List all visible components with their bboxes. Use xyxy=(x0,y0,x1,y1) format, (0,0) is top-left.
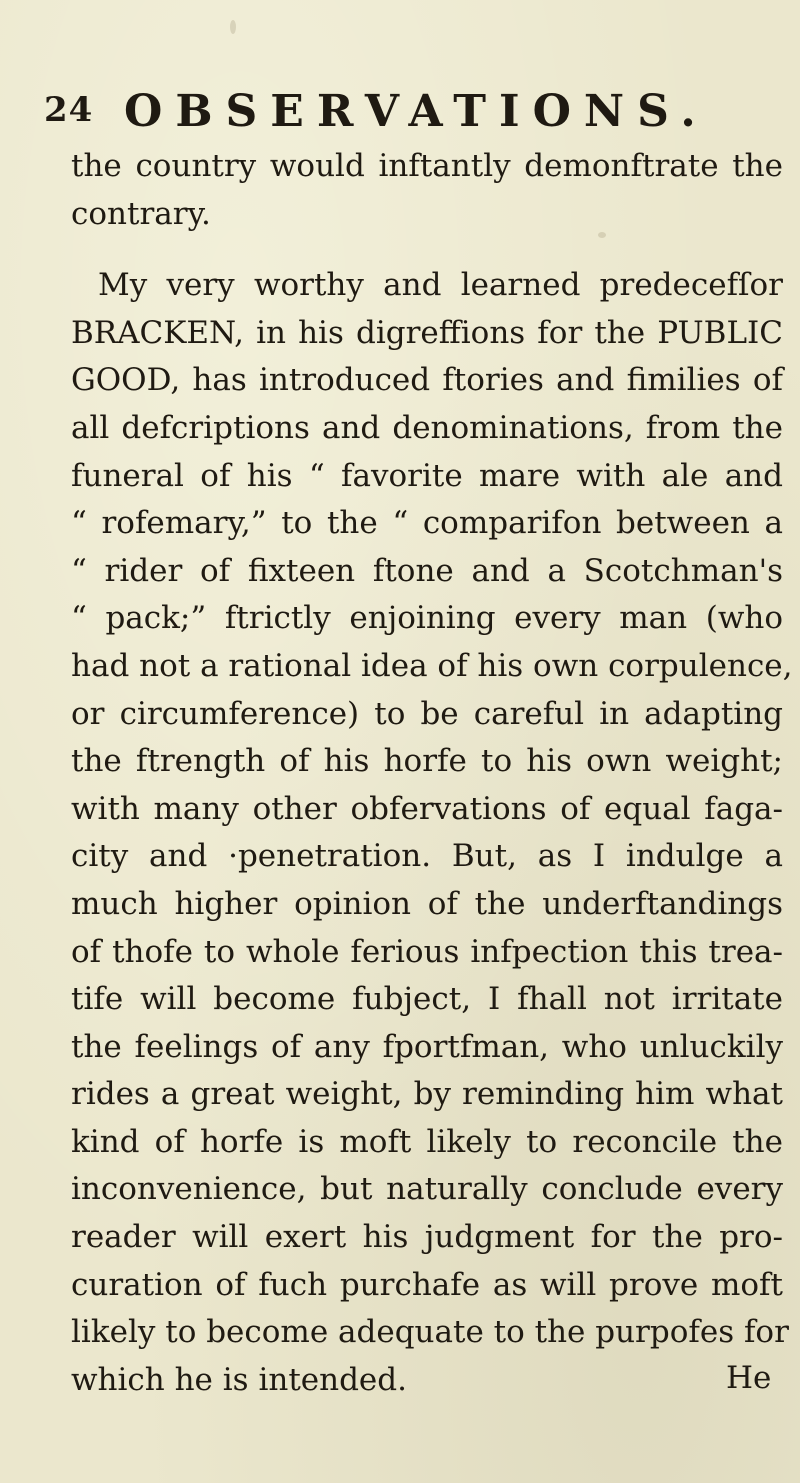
text-line: funeral of his “ favorite mare with ale and xyxy=(71,457,783,494)
text-line: or circumference) to be careful in adapting xyxy=(71,695,783,732)
body-text xyxy=(71,143,793,1404)
text-line: all defcriptions and denominations, from the xyxy=(71,409,783,446)
text-line: “ pack;” ftrictly enjoining every man (who xyxy=(71,600,783,637)
text-line: “ rider of fixteen ftone and a Scotchman's xyxy=(71,552,783,589)
text-line: had not a rational idea of his own corpulence, xyxy=(71,647,793,684)
paragraph-gap xyxy=(71,238,783,262)
catchword: He xyxy=(726,1360,772,1396)
text-line: BRACKEN, in his digreffions for the PUBLIC xyxy=(71,314,783,351)
text-line: “ rofemary,” to the “ comparifon between a xyxy=(71,505,783,542)
text-line: which he is intended. xyxy=(71,1361,407,1398)
text-line: the ftrength of his horfe to his own weight; xyxy=(71,743,783,780)
text-line: tife will become fubject, I fhall not irritate xyxy=(71,981,783,1018)
text-line: My very worthy and learned predecefſor xyxy=(98,267,783,304)
page-number: 24 xyxy=(44,90,94,130)
text-line: much higher opinion of the underftandings xyxy=(71,885,783,922)
paragraph xyxy=(71,262,793,1404)
text-line: GOOD, has introduced ftories and fimilies of xyxy=(71,362,783,399)
running-head: OBSERVATIONS. xyxy=(124,86,709,137)
text-line: of thofe to whole ferious infpection this trea- xyxy=(71,933,783,970)
paragraph xyxy=(71,143,783,238)
text-line: curation of fuch purchafe as will prove moft xyxy=(71,1266,783,1303)
text-line: city and ·penetration. But, as I indulge a xyxy=(71,838,783,875)
text-line: kind of horfe is moft likely to reconcile the xyxy=(71,1123,783,1160)
text-line: contrary. xyxy=(71,195,211,232)
paper-stain xyxy=(230,20,236,34)
text-line: reader will exert his judgment for the pro- xyxy=(71,1219,783,1256)
text-line: the country would inftantly demonftrate the xyxy=(71,148,783,184)
text-line: likely to become adequate to the purpofes for xyxy=(71,1314,789,1351)
text-line: rides a great weight, by reminding him what xyxy=(71,1076,783,1113)
text-line: inconvenience, but naturally conclude every xyxy=(71,1171,783,1208)
page-header xyxy=(44,86,764,150)
text-line: the feelings of any fportfman, who unluckily xyxy=(71,1028,783,1065)
text-line: with many other obfervations of equal faga- xyxy=(71,790,783,827)
